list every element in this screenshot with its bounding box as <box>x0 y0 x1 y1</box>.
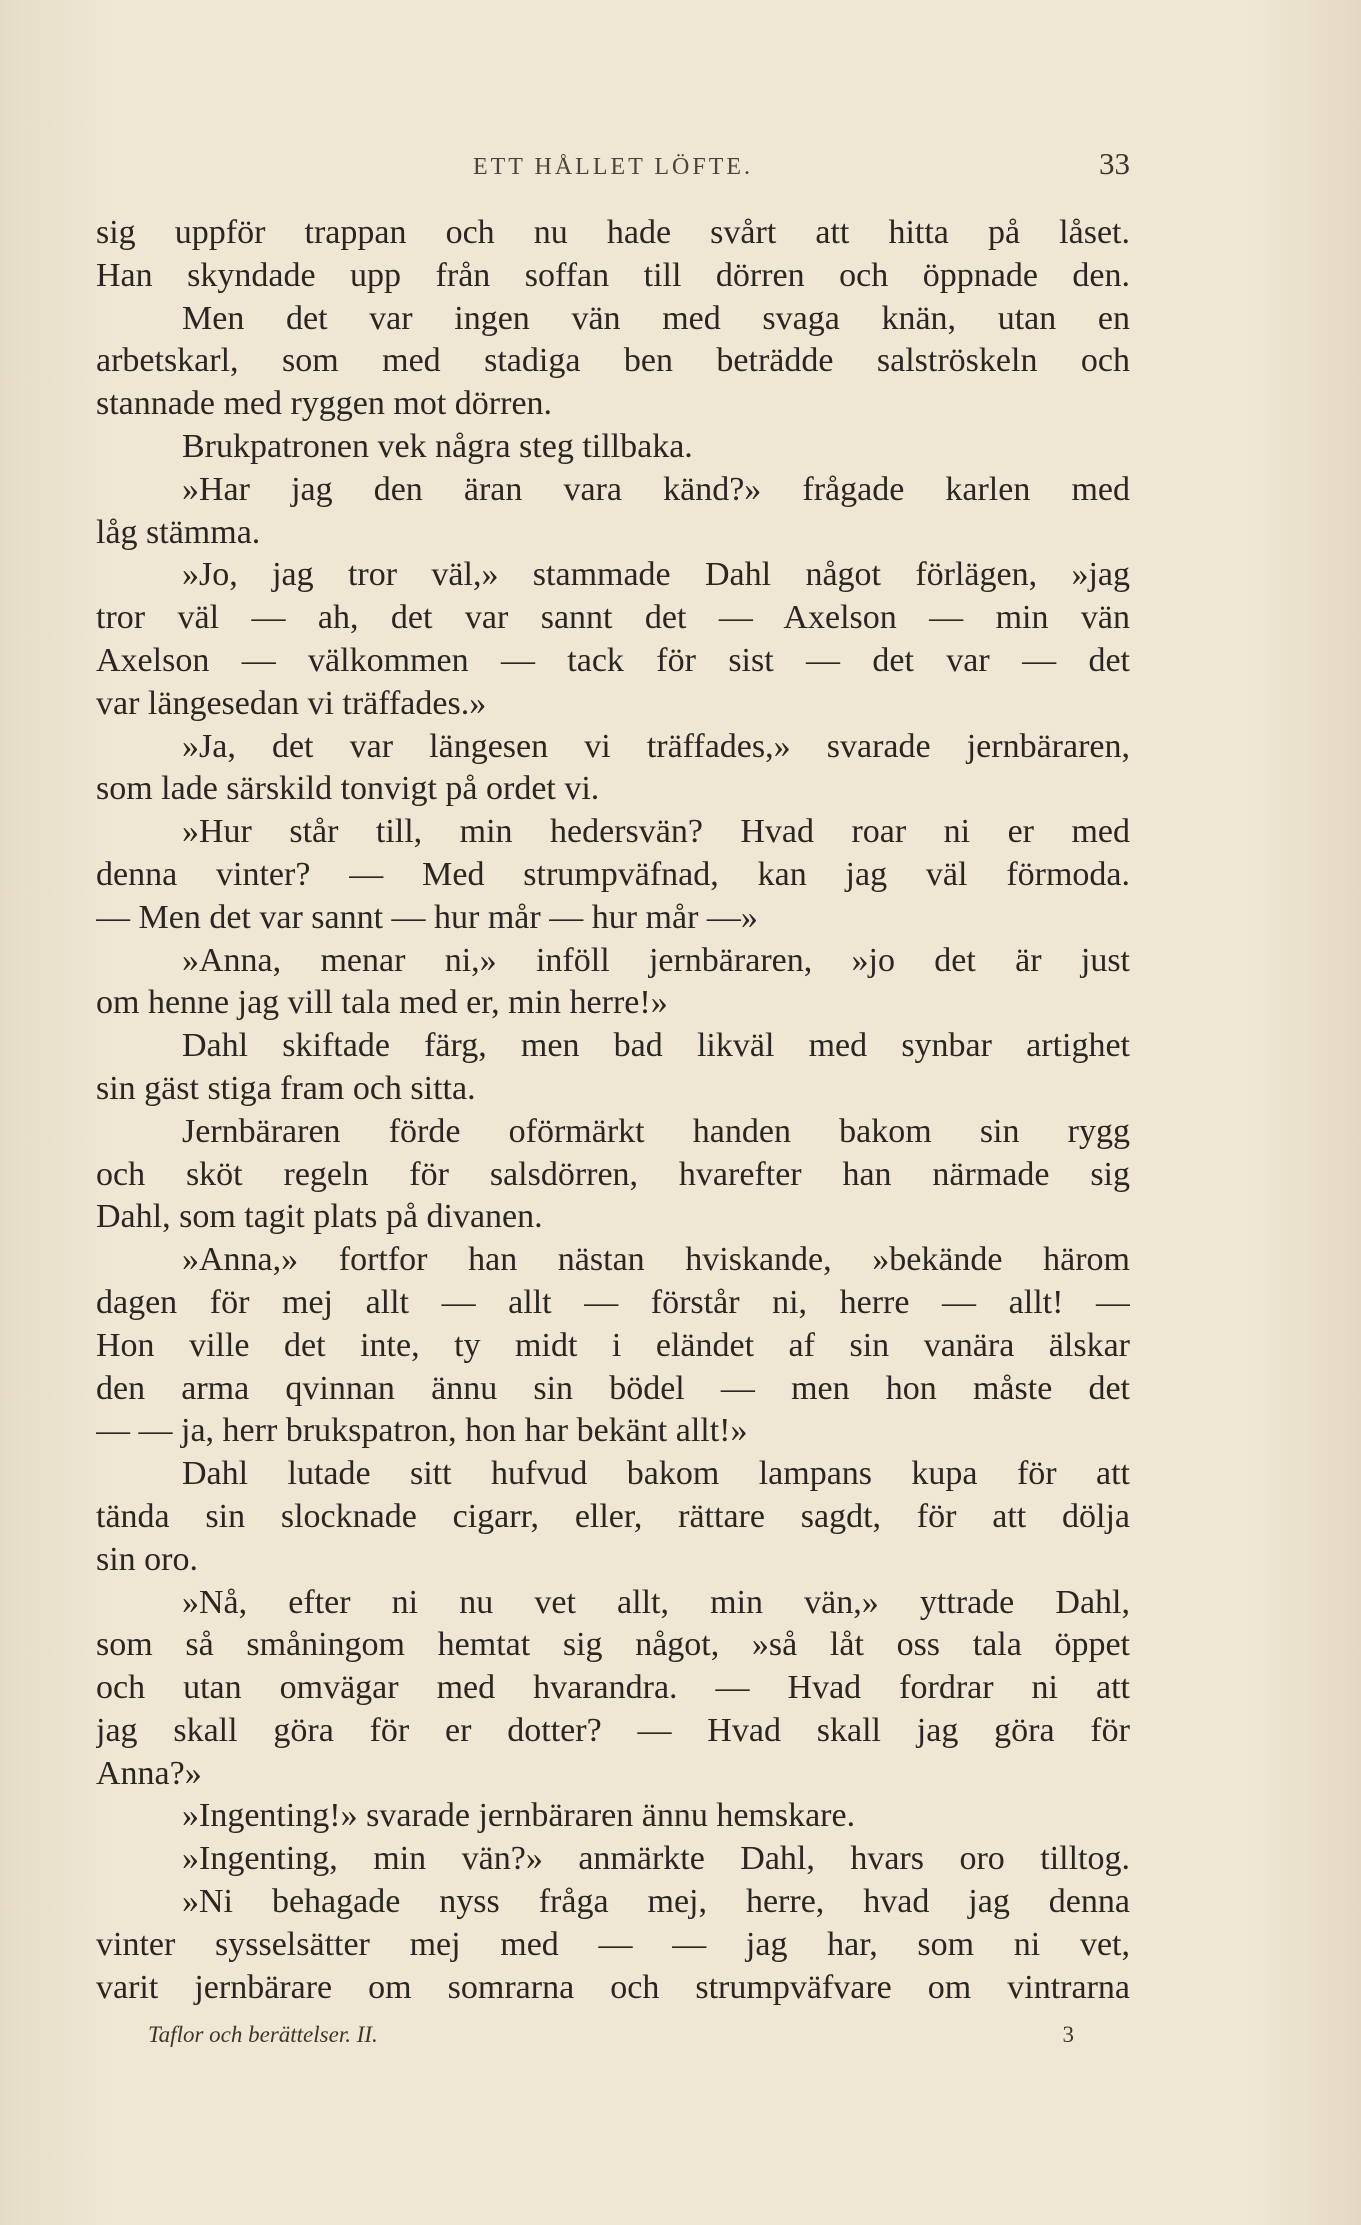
text-line: Axelson — välkommen — tack för sist — det var — det <box>96 641 1130 679</box>
text-line: Brukpatronen vek några steg tillbaka. <box>182 427 693 465</box>
text-line: Jernbäraren förde oförmärkt handen bakom sin rygg <box>182 1112 1130 1150</box>
text-line: vinter sysselsätter mej med — — jag har, som ni vet, <box>96 1925 1130 1963</box>
text-line: — Men det var sannt — hur mår — hur mår —» <box>96 898 758 936</box>
text-line: tända sin slocknade cigarr, eller, rättare sagdt, för att dölja <box>96 1497 1130 1535</box>
text-line: sin gäst stiga fram och sitta. <box>96 1069 476 1107</box>
body-text <box>96 212 1130 2009</box>
text-line: sin oro. <box>96 1540 198 1578</box>
text-line: och utan omvägar med hvarandra. — Hvad fordrar ni att <box>96 1669 1130 1707</box>
sheet-number: 3 <box>1062 2022 1074 2047</box>
text-line: Dahl lutade sitt hufvud bakom lampans kupa för att <box>182 1455 1130 1493</box>
text-line: »Hur står till, min hedersvän? Hvad roar ni er med <box>182 813 1130 851</box>
text-line: »Ingenting!» svarade jernbäraren ännu hemskare. <box>182 1797 856 1835</box>
page-number: 33 <box>1099 146 1130 181</box>
text-line: tror väl — ah, det var sannt det — Axelson — min vän <box>96 599 1130 637</box>
signature-mark: Taflor och berättelser. II. <box>148 2022 378 2047</box>
text-line: den arma qvinnan ännu sin bödel — men hon måste det <box>96 1369 1130 1407</box>
text-line: arbetskarl, som med stadiga ben beträdde salströskeln och <box>96 342 1130 380</box>
text-line: dagen för mej allt — allt — förstår ni, herre — allt! — <box>96 1283 1130 1321</box>
text-line: »Nå, efter ni nu vet allt, min vän,» yttrade Dahl, <box>182 1583 1130 1621</box>
page-footer <box>140 2022 1080 2062</box>
text-line: Han skyndade upp från soffan till dörren och öppnade den. <box>96 256 1130 294</box>
text-line: stannade med ryggen mot dörren. <box>96 385 553 423</box>
text-line: om henne jag vill tala med er, min herre!» <box>96 984 668 1022</box>
text-line: låg stämma. <box>96 513 261 551</box>
text-line: denna vinter? — Med strumpväfnad, kan jag väl förmoda. <box>96 855 1130 893</box>
text-line: sig uppför trappan och nu hade svårt att hitta på låset. <box>96 214 1130 251</box>
text-line: »Ingenting, min vän?» anmärkte Dahl, hvars oro tilltog. <box>182 1840 1130 1878</box>
text-line: »Anna, menar ni,» inföll jernbäraren, »jo det är just <box>182 941 1130 979</box>
text-line: jag skall göra för er dotter? — Hvad skall jag göra för <box>96 1711 1130 1749</box>
text-line: »Ni behagade nyss fråga mej, herre, hvad jag denna <box>182 1883 1130 1921</box>
text-line: Anna?» <box>96 1754 202 1792</box>
text-line: och sköt regeln för salsdörren, hvarefter han närmade sig <box>96 1155 1130 1193</box>
text-line: »Anna,» fortfor han nästan hviskande, »bekände härom <box>182 1241 1130 1279</box>
text-line: Hon ville det inte, ty midt i eländet af sin vanära älskar <box>96 1326 1130 1364</box>
text-line: Dahl, som tagit plats på divanen. <box>96 1198 543 1236</box>
text-line: »Ja, det var längesen vi träffades,» svarade jernbäraren, <box>182 727 1130 765</box>
text-line: Men det var ingen vän med svaga knän, utan en <box>182 299 1130 337</box>
running-title: ETT HÅLLET LÖFTE. <box>472 154 754 180</box>
running-head <box>96 146 1130 186</box>
text-line: »Har jag den äran vara känd?» frågade karlen med <box>182 470 1130 508</box>
text-line: var längesedan vi träffades.» <box>96 684 487 722</box>
text-line: varit jernbärare om somrarna och strumpväfvare om vintrarna <box>96 1968 1130 2006</box>
text-line: »Jo, jag tror väl,» stammade Dahl något förlägen, »jag <box>182 556 1130 594</box>
text-line: som så småningom hemtat sig något, »så låt oss tala öppet <box>96 1626 1130 1664</box>
text-line: som lade särskild tonvigt på ordet vi. <box>96 770 600 808</box>
text-line: — — ja, herr brukspatron, hon har bekänt allt!» <box>96 1412 748 1450</box>
text-line: Dahl skiftade färg, men bad likväl med synbar artighet <box>182 1027 1130 1065</box>
